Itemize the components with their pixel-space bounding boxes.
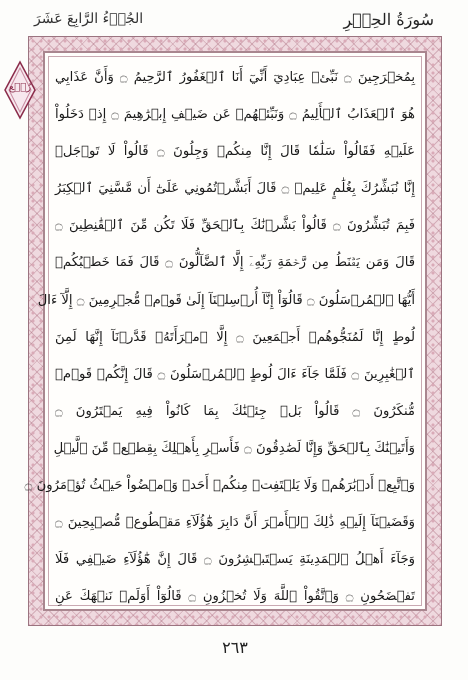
rub-marker-label: رُبۡع — [8, 82, 32, 93]
text-line: فَبِمَ تُبَشِّرُونَ ۝ قَالُواْ بَشَّرۡنَٰكَ بِٱلۡحَقِّ فَلَا تَكُن مِّنَ ٱلۡقَٰنِطِينَ ۝ — [55, 218, 416, 234]
text-panel — [24, 51, 427, 611]
text-line: بِمُخۡرَجِينَ ۝ نَبِّئۡ عِبَادِيٓ أَنِّيٓ أَنَا ٱلۡغَفُورُ ٱلرَّحِيمُ ۝ وَأَنَّ عَذَابِي — [55, 70, 415, 85]
text-line: أَيُّهَا ٱلۡمُرۡسَلُونَ ۝ قَالُوٓاْ إِنَّآ أُرۡسِلۡنَآ إِلَىٰ قَوۡمٖ مُّجۡرِمِينَ ۝ إِلَّآ ءَالَ — [37, 292, 415, 308]
text-line: وَقَضَيۡنَآ إِلَيۡهِ ذَٰلِكَ ٱلۡأَمۡرَ أَنَّ دَابِرَ هَٰٓؤُلَآءِ مَقۡطُوعٞ مُّصۡبِحِينَ ۝ — [55, 515, 415, 531]
surah-name: سُورَةُ الحِجۡرِ — [343, 10, 434, 29]
text-line: وَجَآءَ أَهۡلُ ٱلۡمَدِينَةِ يَسۡتَبۡشِرُونَ ۝ قَالَ إِنَّ هَٰٓؤُلَآءِ ضَيۡفِي فَلَا — [55, 552, 415, 568]
juz-name: الجُزۡءُ الرَّابِعَ عَشَرَ — [34, 11, 144, 27]
text-line: عَلَيۡهِ فَقَالُواْ سَلَٰمٗا قَالَ إِنَّا مِنكُمۡ وَجِلُونَ ۝ قَالُواْ لَا تَوۡجَلۡ — [55, 144, 415, 160]
text-line: تَفۡضَحُونِ ۝ وَٱتَّقُواْ ٱللَّهَ وَلَا تُخۡزُونِ ۝ قَالُوٓاْ أَوَلَمۡ نَنۡهَكَ عَنِ — [55, 589, 415, 605]
text-line: وَٱتَّبِعۡ أَدۡبَٰرَهُمۡ وَلَا يَلۡتَفِتۡ مِنكُمۡ أَحَدٞ وَٱمۡضُواْ حَيۡثُ تُؤۡمَرُونَ ۝ — [24, 478, 415, 494]
page-footer — [0, 632, 468, 664]
text-line: هُوَ ٱلۡعَذَابُ ٱلۡأَلِيمُ ۝ وَنَبِّئۡهُمۡ عَن ضَيۡفِ إِبۡرَٰهِيمَ ۝ إِذۡ دَخَلُواْ — [55, 107, 415, 123]
text-line: لُوطٍ إِنَّا لَمُنَجُّوهُمۡ أَجۡمَعِينَ ۝ إِلَّا ٱمۡرَأَتَهُۥ قَدَّرۡنَآ إِنَّهَا لَمِنَ — [55, 329, 415, 345]
text-line: قَالَ وَمَن يَقۡنَطُ مِن رَّحۡمَةِ رَبِّهِۦٓ إِلَّا ٱلضَّآلُّونَ ۝ قَالَ فَمَا خَطۡبُكُمۡ — [55, 255, 416, 271]
rub-marker — [1, 60, 39, 120]
page-number: ٢٦٣ — [222, 638, 248, 657]
text-line: ٱلۡغَٰبِرِينَ ۝ فَلَمَّا جَآءَ ءَالَ لُوطٍ ٱلۡمُرۡسَلُونَ ۝ قَالَ إِنَّكُمۡ قَوۡمٞ — [55, 366, 415, 382]
text-line: إِنَّا نُبَشِّرُكَ بِغُلَٰمٍ عَلِيمٖ ۝ قَالَ أَبَشَّرۡتُمُونِي عَلَىٰٓ أَن مَّسَّنِيَ ٱلۡكِبَرُ — [55, 181, 415, 197]
page-header — [28, 6, 440, 36]
text-line: وَأَتَيۡنَٰكَ بِٱلۡحَقِّ وَإِنَّا لَصَٰدِقُونَ ۝ فَأَسۡرِ بِأَهۡلِكَ بِقِطۡعٖ مِّنَ ٱلَّيۡلِ — [53, 440, 415, 456]
quran-text — [24, 59, 416, 605]
page-frame — [24, 36, 442, 626]
text-line: مُّنكَرُونَ ۝ قَالُواْ بَلۡ جِئۡنَٰكَ بِمَا كَانُواْ فِيهِ يَمۡتَرُونَ ۝ — [55, 403, 415, 419]
